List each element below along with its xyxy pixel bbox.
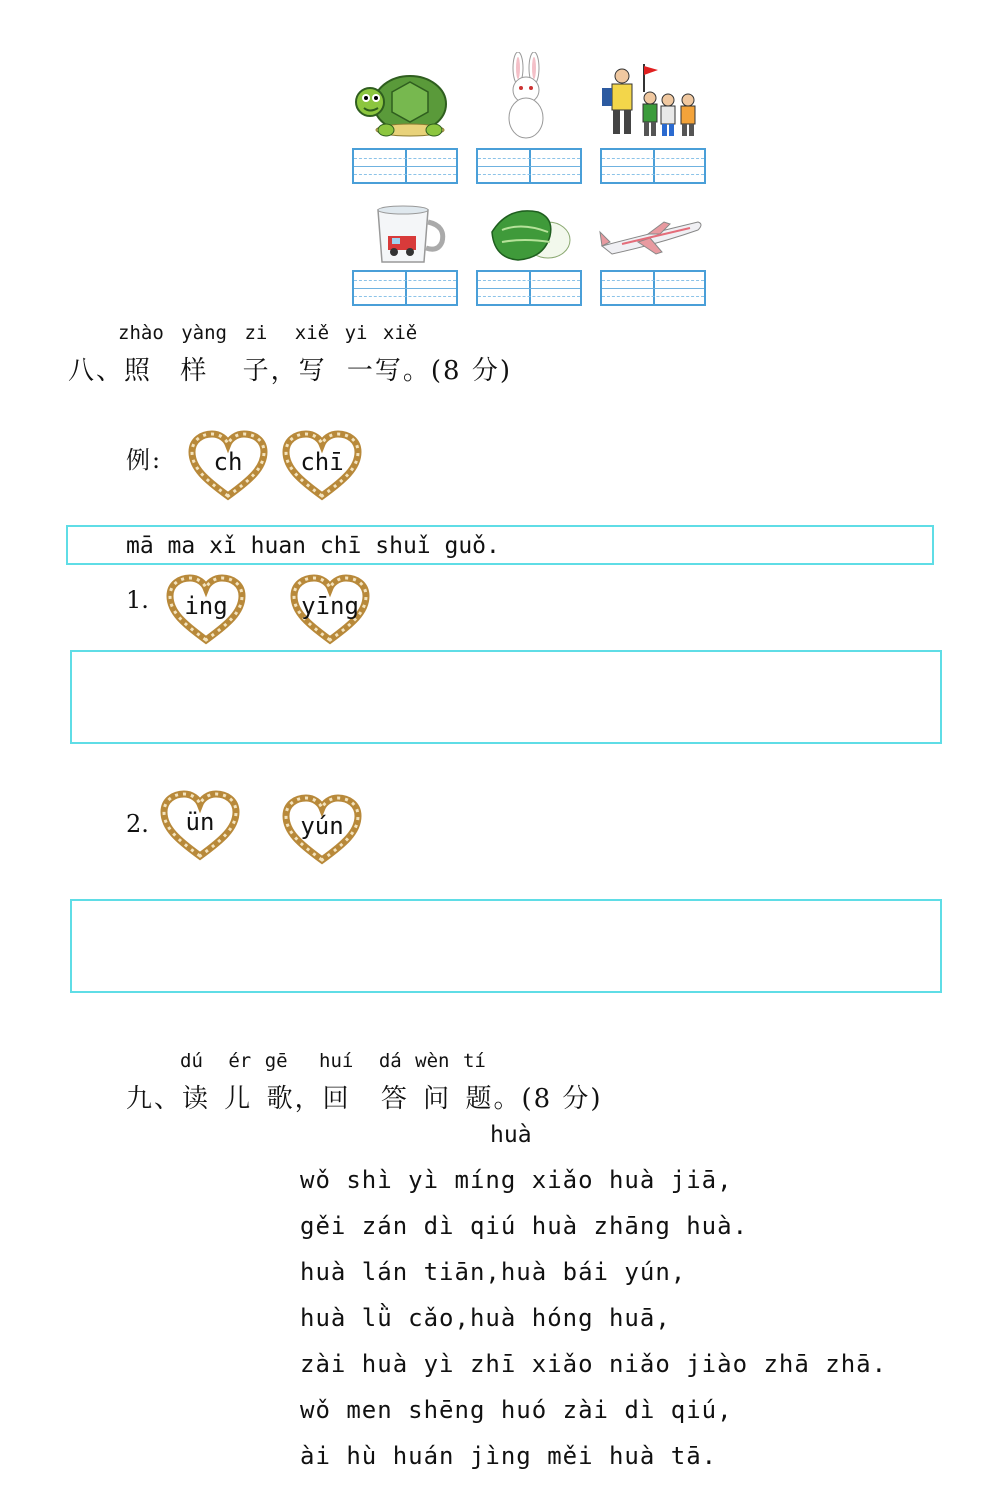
- hanzi-char: 子: [242, 356, 271, 386]
- poem-line: huà lǜ cǎo,huà hóng huā,: [300, 1304, 671, 1332]
- item-number: 1.: [126, 586, 149, 614]
- section-number: 八、: [68, 356, 125, 386]
- heart-text: yún: [300, 812, 344, 840]
- heart-text: yīng: [301, 592, 359, 620]
- pinyin-word: tí: [462, 1050, 486, 1072]
- pinyin-word: dú: [180, 1050, 203, 1072]
- poem-line: wǒ shì yì míng xiǎo huà jiā,: [300, 1166, 733, 1194]
- poem-line: ài hù huán jìng měi huà tā.: [300, 1442, 718, 1470]
- section9-pinyin: [180, 1050, 486, 1072]
- pinyin-word: yi: [344, 322, 368, 344]
- pinyin-grid[interactable]: [600, 270, 706, 306]
- pinyin-grid[interactable]: [352, 270, 458, 306]
- poem-line: zài huà yì zhī xiǎo niǎo jiào zhā zhā.: [300, 1350, 888, 1378]
- section8-pinyin: [118, 322, 417, 344]
- heart-frame: [188, 430, 268, 502]
- hanzi-char: 答: [380, 1084, 409, 1114]
- pinyin-word: yàng: [181, 322, 227, 344]
- cabbage-picture: [488, 202, 576, 266]
- pinyin-grid[interactable]: [352, 148, 458, 184]
- hanzi-char: 写: [298, 356, 327, 386]
- heart-text: ch: [213, 448, 243, 476]
- pinyin-grid[interactable]: [476, 148, 582, 184]
- turtle-picture: [352, 68, 450, 140]
- section9-heading: [126, 1078, 603, 1115]
- hanzi-char: 儿: [224, 1084, 253, 1114]
- section8-heading: [68, 350, 512, 387]
- poem-line: huà lán tiān,huà bái yún,: [300, 1258, 687, 1286]
- comma: ，: [270, 356, 299, 386]
- pinyin-word: ér: [228, 1050, 252, 1072]
- pinyin-word: dá: [378, 1050, 402, 1072]
- example-label: 例:: [126, 446, 163, 474]
- poem-title: huà: [490, 1122, 532, 1148]
- answer-box-2[interactable]: [70, 899, 942, 993]
- pinyin-word: xiě: [382, 322, 418, 344]
- heart-text: ing: [184, 592, 228, 620]
- pinyin-word: gē: [264, 1050, 288, 1072]
- hanzi-char: 照: [124, 356, 153, 386]
- pinyin-word: wèn: [415, 1050, 450, 1072]
- score-label: (8 分): [430, 356, 513, 386]
- example-sentence-box: [66, 525, 934, 565]
- poem-line: wǒ men shēng huó zài dì qiú,: [300, 1396, 733, 1424]
- pinyin-word: huí: [319, 1050, 354, 1072]
- section-number: 九、: [126, 1084, 183, 1114]
- example-sentence: mā ma xǐ huan chī shuǐ guǒ.: [126, 533, 500, 559]
- heart-text: chī: [300, 448, 344, 476]
- answer-box-1[interactable]: [70, 650, 942, 744]
- airplane-picture: [598, 212, 704, 260]
- pinyin-word: zhào: [118, 322, 164, 344]
- hanzi-char: 歌: [266, 1084, 295, 1114]
- heart-frame: [166, 574, 246, 646]
- hanzi-char: 一写。: [346, 356, 431, 386]
- score-label: (8 分): [521, 1084, 603, 1114]
- pinyin-word: xiě: [294, 322, 330, 344]
- comma: ，: [294, 1084, 323, 1114]
- rabbit-picture: [496, 52, 556, 140]
- hanzi-char: 读: [182, 1084, 211, 1114]
- heart-frame: [282, 794, 362, 866]
- cup-picture: [374, 204, 448, 266]
- flag-group-picture: [600, 62, 702, 140]
- hanzi-char: 题。: [465, 1084, 522, 1114]
- heart-frame: [160, 790, 240, 862]
- pinyin-word: zi: [244, 322, 268, 344]
- pinyin-grid[interactable]: [476, 270, 582, 306]
- heart-frame: [290, 574, 370, 646]
- heart-frame: [282, 430, 362, 502]
- hanzi-char: 样: [180, 356, 209, 386]
- pinyin-grid[interactable]: [600, 148, 706, 184]
- hanzi-char: 问: [423, 1084, 452, 1114]
- heart-text: ün: [185, 808, 215, 836]
- hanzi-char: 回: [322, 1084, 351, 1114]
- item-number: 2.: [126, 810, 149, 838]
- poem-line: gěi zán dì qiú huà zhāng huà.: [300, 1212, 749, 1240]
